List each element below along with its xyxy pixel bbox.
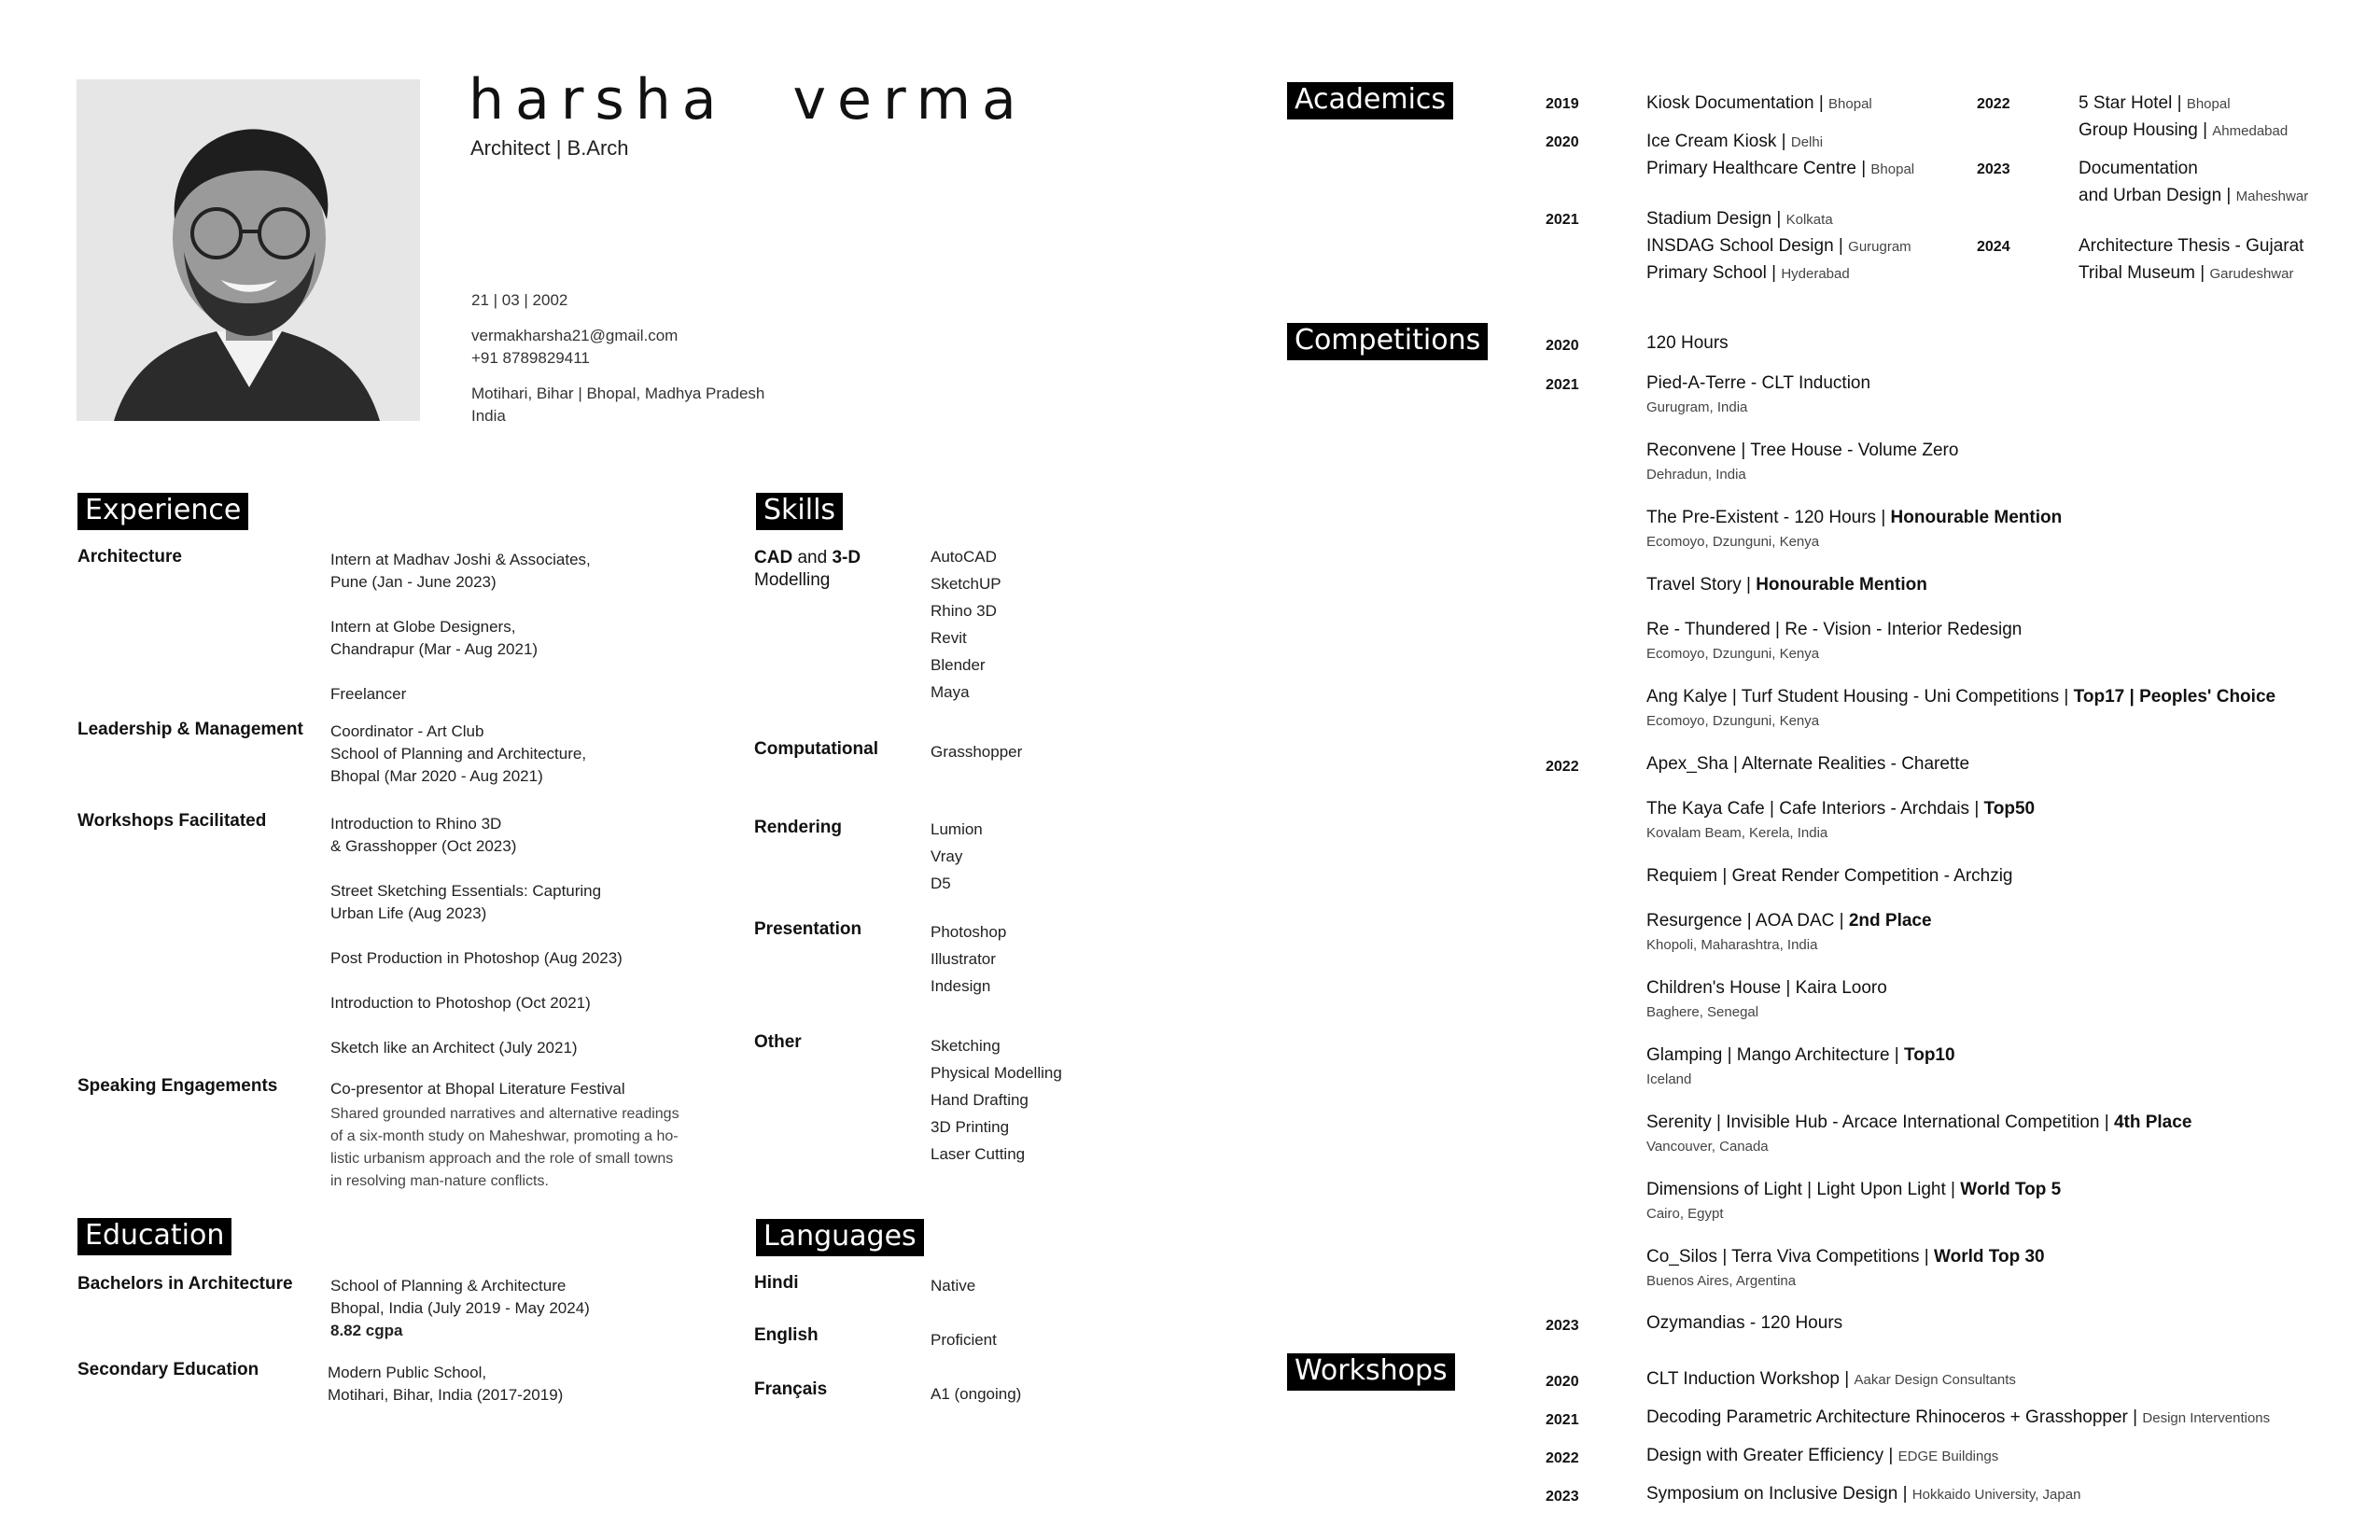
academic-project-hotel: 5 Star Hotel | Bhopal [2079,93,2231,113]
workshop-organizer: EDGE Buildings [1897,1449,1999,1464]
skill-item: Rhino 3D [931,602,997,620]
language-level-1: Native [931,1277,976,1295]
competition-travel-story [1646,572,1927,598]
leadership-item [330,721,586,788]
text-line: Coordinator - Art Club [330,722,484,740]
skill-item: Sketching [931,1037,1001,1055]
architecture-item-3: Freelancer [330,685,407,703]
workshop-name: Decoding Parametric Architecture Rhinoceros + Grasshopper | [1646,1407,2143,1427]
competitions-year-2020: 2020 [1546,338,1579,354]
text-line: Motihari, Bihar, India (2017-2019) [328,1386,564,1404]
skill-item: Hand Drafting [931,1091,1029,1109]
project-place: Bhopal [1828,96,1872,112]
skill-item: Revit [931,629,967,647]
skill-item: 3D Printing [931,1118,1010,1136]
academics-year-2024: 2024 [1977,239,2010,255]
education-label-1: Bachelors in Architecture [77,1274,293,1294]
competition-name: The Kaya Cafe | Cafe Interiors - Archdais | [1646,799,1984,819]
last-name: verma [792,67,1028,133]
project-place: Bhopal [2186,96,2231,112]
competition-re-thundered: Re - Thundered | Re - Vision - Interior Redesign [1646,620,2023,639]
project-place: Gurugram [1848,239,1911,255]
competition-serenity [1646,1110,2191,1136]
competition-name: Travel Story | [1646,575,1757,595]
cgpa: 8.82 cgpa [330,1322,403,1339]
workshop-organizer: Design Interventions [2142,1410,2271,1426]
language-level-2: Proficient [931,1331,997,1349]
text-line: Chandrapur (Mar - Aug 2021) [330,640,539,658]
profile-photo [77,79,420,421]
competition-name: Resurgence | AOA DAC | [1646,911,1849,931]
competition-resurgence [1646,908,1932,934]
academic-project-documentation: Documentation [2079,159,2198,178]
competition-location: Ecomoyo, Dzunguni, Kenya [1646,534,1820,550]
workshop-year: 2021 [1546,1412,1579,1428]
workshop-year: 2023 [1546,1489,1579,1505]
experience-leadership-label: Leadership & Management [77,720,303,739]
competition-award: Top50 [1983,799,2036,819]
workshop-facilitated-2 [330,880,601,925]
workshop-facilitated-1 [330,813,516,858]
competition-award: Top17 | Peoples' Choice [2073,687,2276,707]
competition-reconvene: Reconvene | Tree House - Volume Zero [1646,441,1959,460]
text-part: CAD [754,548,793,567]
skill-item: Blender [931,656,986,674]
competitions-year-2023: 2023 [1546,1318,1579,1334]
project-place: Garudeshwar [2209,266,2294,282]
competition-location: Vancouver, Canada [1646,1139,1769,1155]
text-line: Street Sketching Essentials: Capturing [330,882,602,900]
experience-heading: Experience [77,493,248,530]
project-name: Tribal Museum [2079,263,2201,283]
text-line: in resolving man-nature conflicts. [330,1173,549,1189]
academic-project-stadium: Stadium Design | Kolkata [1646,209,1833,229]
competition-pied-a-terre: Pied-A-Terre - CLT Induction [1646,373,1871,393]
workshop-facilitated-3: Post Production in Photoshop (Aug 2023) [330,949,623,967]
skills-cad-label [754,547,861,592]
competition-award: Honourable Mention [1890,508,2063,527]
competition-award: 4th Place [2113,1113,2192,1132]
competition-location: Baghere, Senegal [1646,1004,1759,1020]
competition-name: Glamping | Mango Architecture | [1646,1045,1905,1065]
competition-pre-existent [1646,505,2062,531]
competition-location: Iceland [1646,1071,1692,1087]
address-line-1: Motihari, Bihar | Bhopal, Madhya Pradesh [471,385,765,402]
language-level-3: A1 (ongoing) [931,1385,1022,1403]
project-place: Kolkata [1785,212,1833,228]
project-place: Ahmedabad [2212,123,2289,139]
project-place: Maheshwar [2235,189,2309,204]
skill-item: Laser Cutting [931,1145,1026,1163]
workshop-name: Symposium on Inclusive Design | [1646,1484,1912,1504]
workshop-year: 2020 [1546,1374,1579,1390]
speaking-title: Co-presentor at Bhopal Literature Festival [330,1080,625,1098]
skill-item: Indesign [931,977,991,995]
text-line: Bhopal, India (July 2019 - May 2024) [330,1299,590,1317]
experience-speaking-label: Speaking Engagements [77,1076,278,1096]
text-line: Urban Life (Aug 2023) [330,904,487,922]
project-name: Stadium Design [1646,209,1772,229]
text-line: Intern at Madhav Joshi & Associates, [330,551,591,568]
language-name-2: English [754,1325,819,1345]
workshop-organizer: Aakar Design Consultants [1854,1372,2016,1388]
project-name: 5 Star Hotel [2079,93,2173,113]
academic-project-museum: Tribal Museum | Garudeshwar [2079,263,2294,283]
academic-project-insdag: INSDAG School Design | Gurugram [1646,236,1911,256]
competition-award: Top10 [1904,1045,1955,1065]
academics-year-2021: 2021 [1546,212,1579,228]
portrait-image [77,79,420,421]
academic-project-icecream: Ice Cream Kiosk | Delhi [1646,132,1824,151]
competition-requiem: Requiem | Great Render Competition - Archzig [1646,866,2013,886]
skills-computational-label: Computational [754,739,878,759]
skills-other-label: Other [754,1032,802,1052]
competition-name: The Pre-Existent - 120 Hours | [1646,508,1891,527]
text-line: & Grasshopper (Oct 2023) [330,837,517,855]
education-detail-2 [328,1362,563,1407]
profile-name [469,67,1028,133]
education-label-2: Secondary Education [77,1360,259,1379]
competition-location: Ecomoyo, Dzunguni, Kenya [1646,646,1820,662]
architecture-item-2 [330,616,538,661]
skill-item: Vray [931,847,963,865]
skills-rendering-label: Rendering [754,818,842,837]
competition-location: Khopoli, Maharashtra, India [1646,937,1818,953]
skill-item: SketchUP [931,575,1001,593]
academics-year-2022: 2022 [1977,96,2010,112]
competition-award: Honourable Mention [1756,575,1927,595]
competition-name: Dimensions of Light | Light Upon Light | [1646,1180,1961,1199]
email[interactable]: vermakharsha21@gmail.com [471,327,679,344]
competition-glamping [1646,1043,1955,1069]
skill-item: D5 [931,875,951,892]
first-name: harsha [469,67,728,133]
skills-computational-list [931,738,1022,765]
skills-presentation-label: Presentation [754,919,862,939]
address-line-2: India [471,407,506,425]
project-name: Group Housing [2079,120,2198,140]
competitions-year-2022: 2022 [1546,759,1579,775]
project-name: Kiosk Documentation [1646,93,1814,113]
skills-rendering-list [931,816,983,897]
skill-item: Maya [931,683,970,701]
project-name: Primary School [1646,263,1767,283]
skill-item: AutoCAD [931,548,997,566]
competition-location: Gurugram, India [1646,399,1748,415]
project-name: INSDAG School Design [1646,236,1834,256]
workshop-name: CLT Induction Workshop | [1646,1369,1855,1389]
project-place: Hyderabad [1781,266,1850,282]
workshops-heading: Workshops [1287,1353,1455,1391]
text-part: and [792,548,833,567]
education-heading: Education [77,1218,231,1255]
competition-award: World Top 5 [1960,1180,2062,1199]
text-line: Intern at Globe Designers, [330,618,516,636]
project-name: and Urban Design [2079,186,2222,205]
competition-location: Kovalam Beam, Kerela, India [1646,825,1828,841]
language-name-1: Hindi [754,1273,799,1293]
competition-dimensions-of-light [1646,1177,2061,1203]
project-name: Ice Cream Kiosk [1646,132,1777,151]
competition-name: Ang Kalye | Turf Student Housing - Uni Competitions | [1646,687,2074,707]
experience-workshops-label: Workshops Facilitated [77,811,267,831]
skill-item: Grasshopper [931,743,1023,761]
language-name-3: Français [754,1379,828,1399]
phone[interactable]: +91 8789829411 [471,349,590,367]
skill-item: Photoshop [931,923,1007,941]
academic-project-kiosk: Kiosk Documentation | Bhopal [1646,93,1872,113]
dob: 21 | 03 | 2002 [471,291,568,309]
academic-project-thesis: Architecture Thesis - Gujarat [2079,236,2304,256]
competition-co-silos [1646,1244,2045,1270]
workshop-facilitated-4: Introduction to Photoshop (Oct 2021) [330,994,591,1012]
academic-project-urban-design: and Urban Design | Maheshwar [2079,186,2309,205]
workshop-organizer: Hokkaido University, Japan [1911,1487,2081,1503]
text-line: School of Planning and Architecture, [330,745,587,763]
competition-location: Buenos Aires, Argentina [1646,1273,1797,1289]
competition-name: Serenity | Invisible Hub - Arcace International Competition | [1646,1113,2114,1132]
academic-project-primary: Primary School | Hyderabad [1646,263,1850,283]
text-line: Bhopal (Mar 2020 - Aug 2021) [330,767,543,785]
competition-award: World Top 30 [1934,1247,2045,1267]
text-line: listic urbanism approach and the role of small towns [330,1151,674,1167]
workshop-item [1646,1405,2270,1432]
text-line: Introduction to Rhino 3D [330,815,502,833]
competition-location: Cairo, Egypt [1646,1206,1724,1222]
competition-120-hours: 120 Hours [1646,333,1729,353]
workshop-item [1646,1366,2016,1393]
text-part: 3-D [832,548,861,567]
experience-architecture-label: Architecture [77,547,182,567]
skills-heading: Skills [756,493,843,530]
competition-ozymandias: Ozymandias - 120 Hours [1646,1313,1843,1333]
competition-apex-sha: Apex_Sha | Alternate Realities - Charette [1646,754,1970,774]
competitions-heading: Competitions [1287,323,1488,360]
project-name: Primary Healthcare Centre [1646,159,1856,178]
architecture-item-1 [330,549,591,594]
academics-year-2023: 2023 [1977,161,2010,177]
skills-presentation-list [931,918,1006,1000]
competition-location: Ecomoyo, Dzunguni, Kenya [1646,713,1820,729]
text-line: Modelling [754,570,831,590]
competition-award: 2nd Place [1848,911,1932,931]
workshop-item [1646,1481,2080,1508]
skills-other-list [931,1032,1062,1168]
text-line: Shared grounded narratives and alternative readings [330,1106,679,1122]
workshop-name: Design with Greater Efficiency | [1646,1446,1898,1465]
workshop-facilitated-5: Sketch like an Architect (July 2021) [330,1039,578,1057]
competition-ang-kalye [1646,684,2275,710]
text-line: of a six-month study on Maheshwar, promoting a ho- [330,1128,679,1144]
education-detail-1 [330,1275,590,1342]
competition-childrens-house: Children's House | Kaira Looro [1646,978,1887,998]
project-place: Delhi [1790,134,1824,150]
competition-kaya-cafe [1646,796,2035,822]
text-line: Modern Public School, [328,1364,487,1381]
academic-project-group: Group Housing | Ahmedabad [2079,120,2289,140]
skill-item: Lumion [931,820,983,838]
text-line: Pune (Jan - June 2023) [330,573,497,591]
skill-item: Physical Modelling [931,1064,1062,1082]
skill-item: Illustrator [931,950,996,968]
academics-year-2019: 2019 [1546,96,1579,112]
text-line: School of Planning & Architecture [330,1277,567,1295]
academic-project-phc: Primary Healthcare Centre | Bhopal [1646,159,1915,178]
competition-location: Dehradun, India [1646,467,1746,483]
skills-cad-list [931,543,1001,706]
competitions-year-2021: 2021 [1546,377,1579,393]
project-place: Bhopal [1870,161,1915,177]
competition-name: Co_Silos | Terra Viva Competitions | [1646,1247,1935,1267]
academics-heading: Academics [1287,82,1453,119]
languages-heading: Languages [756,1219,924,1256]
workshop-item [1646,1443,1998,1470]
academics-year-2020: 2020 [1546,134,1579,150]
workshop-year: 2022 [1546,1450,1579,1466]
profile-title: Architect | B.Arch [470,136,629,160]
speaking-description [330,1103,694,1193]
